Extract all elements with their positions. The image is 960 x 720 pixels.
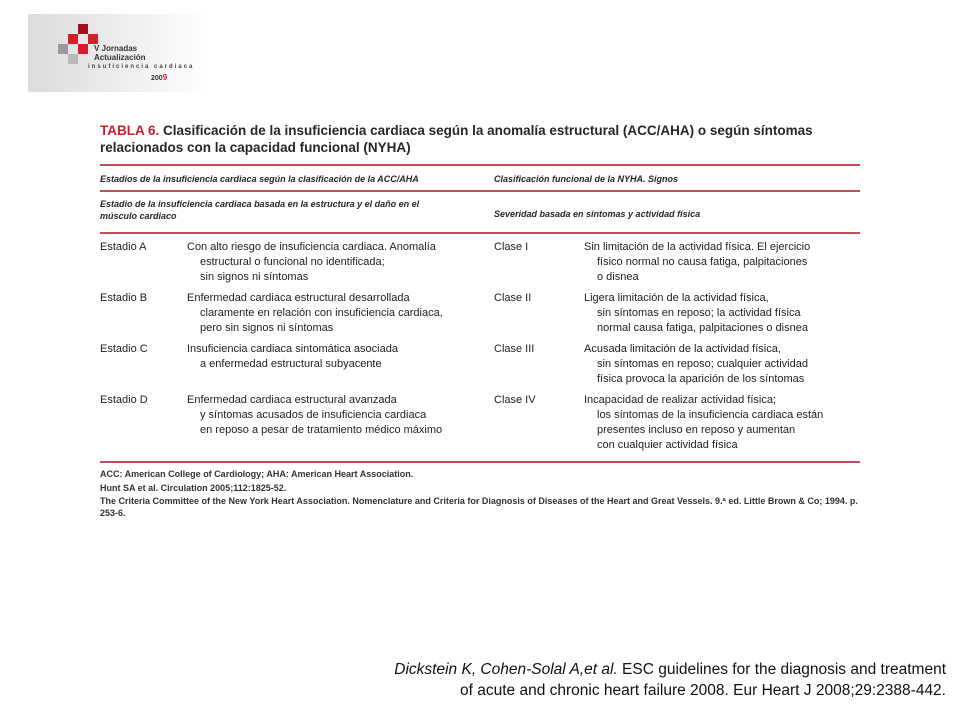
class-description xyxy=(584,240,860,285)
footnote-reference-1: Hunt SA et al. Circulation 2005;112:1825-52. xyxy=(100,483,287,493)
stage-desc-line: en reposo a pesar de tratamiento médico máximo xyxy=(200,424,443,436)
table-rule-subheader xyxy=(100,232,860,234)
class-desc-line: físico normal no causa fatiga, palpitaciones xyxy=(597,256,808,268)
stage-desc-line: sin signos ni síntomas xyxy=(200,271,309,283)
class-description xyxy=(584,393,860,453)
stage-label: Estadio A xyxy=(100,241,147,253)
class-description xyxy=(584,342,860,387)
class-desc-line: sin síntomas en reposo; la actividad física xyxy=(597,307,801,319)
citation xyxy=(246,659,946,701)
class-desc-line: Ligera limitación de la actividad física, xyxy=(584,292,769,304)
table-rule-bottom xyxy=(100,461,860,463)
logo-year-suffix: 9 xyxy=(162,73,168,82)
table-number: TABLA 6. xyxy=(100,123,160,138)
stage-label: Estadio B xyxy=(100,292,148,304)
class-label: Clase III xyxy=(494,343,535,355)
citation-authors: Dickstein K, Cohen-Solal A,et al. xyxy=(394,661,618,678)
header-left: Estadios de la insuficiencia cardiaca según la clasificación de la ACC/AHA xyxy=(100,174,419,184)
logo-tagline: insuficiencia cardiaca xyxy=(88,64,195,70)
citation-line-2: of acute and chronic heart failure 2008. Eur Heart J 2008;29:2388-442. xyxy=(460,682,946,699)
table-rule-top xyxy=(100,164,860,166)
class-desc-line: Incapacidad de realizar actividad física; xyxy=(584,394,776,406)
table-title xyxy=(100,122,860,156)
footnote-abbreviations: ACC: American College of Cardiology; AHA: American Heart Association. xyxy=(100,469,414,479)
stage-desc-line: Enfermedad cardiaca estructural desarrollada xyxy=(187,292,410,304)
logo-year-prefix: 200 xyxy=(151,75,163,82)
citation-title: ESC guidelines for the diagnosis and treatment xyxy=(617,661,946,678)
class-desc-line: Sin limitación de la actividad física. El ejercicio xyxy=(584,241,811,253)
stage-label: Estadio D xyxy=(100,394,148,406)
subheader-left: Estadio de la insuficiencia cardiaca basada en la estructura y el daño en el músculo cardiaco xyxy=(100,199,420,221)
stage-description xyxy=(187,291,487,336)
class-desc-line: o disnea xyxy=(597,271,639,283)
class-desc-line: Acusada limitación de la actividad física, xyxy=(584,343,781,355)
stage-description xyxy=(187,342,487,372)
logo-line-1: V Jornadas xyxy=(94,44,138,53)
subheader-right: Severidad basada en síntomas y actividad física xyxy=(494,209,701,219)
table-title-text: Clasificación de la insuficiencia cardiaca según la anomalía estructural (ACC/AHA) o según síntomas relacionados con la capacidad funcional (NYHA) xyxy=(100,123,813,155)
stage-desc-line: Enfermedad cardiaca estructural avanzada xyxy=(187,394,397,406)
table-rule-header xyxy=(100,190,860,192)
stage-desc-line: a enfermedad estructural subyacente xyxy=(200,358,382,370)
logo-year xyxy=(151,73,167,82)
header-right: Clasificación funcional de la NYHA. Signos xyxy=(494,174,679,184)
stage-desc-line: pero sin signos ni síntomas xyxy=(200,322,334,334)
stage-description xyxy=(187,240,487,285)
logo-line-2: Actualización xyxy=(94,53,146,62)
class-label: Clase I xyxy=(494,241,529,253)
stage-desc-line: Insuficiencia cardiaca sintomática asociada xyxy=(187,343,398,355)
class-desc-line: física provoca la aparición de los síntomas xyxy=(597,373,805,385)
class-desc-line: los síntomas de la insuficiencia cardiaca están xyxy=(597,409,824,421)
citation-line-1 xyxy=(246,659,946,680)
stage-desc-line: claramente en relación con insuficiencia cardiaca, xyxy=(200,307,443,319)
class-desc-line: con cualquier actividad física xyxy=(597,439,738,451)
class-desc-line: normal causa fatiga, palpitaciones o disnea xyxy=(597,322,808,334)
event-logo xyxy=(28,14,208,92)
stage-desc-line: estructural o funcional no identificada; xyxy=(200,256,385,268)
class-description xyxy=(584,291,860,336)
stage-label: Estadio C xyxy=(100,343,148,355)
stage-description xyxy=(187,393,487,438)
footnote-reference-2: The Criteria Committee of the New York Heart Association. Nomenclature and Criteria for Diagnosis of Diseases of the Heart and Great Vessels. 9.ª ed. Little Brown & Co; 1994. p. 253-6. xyxy=(100,496,858,518)
class-label: Clase IV xyxy=(494,394,536,406)
class-desc-line: sin síntomas en reposo; cualquier actividad xyxy=(597,358,808,370)
class-desc-line: presentes incluso en reposo y aumentan xyxy=(597,424,796,436)
class-label: Clase II xyxy=(494,292,532,304)
stage-desc-line: y síntomas acusados de insuficiencia cardiaca xyxy=(200,409,427,421)
stage-desc-line: Con alto riesgo de insuficiencia cardiaca. Anomalía xyxy=(187,241,436,253)
